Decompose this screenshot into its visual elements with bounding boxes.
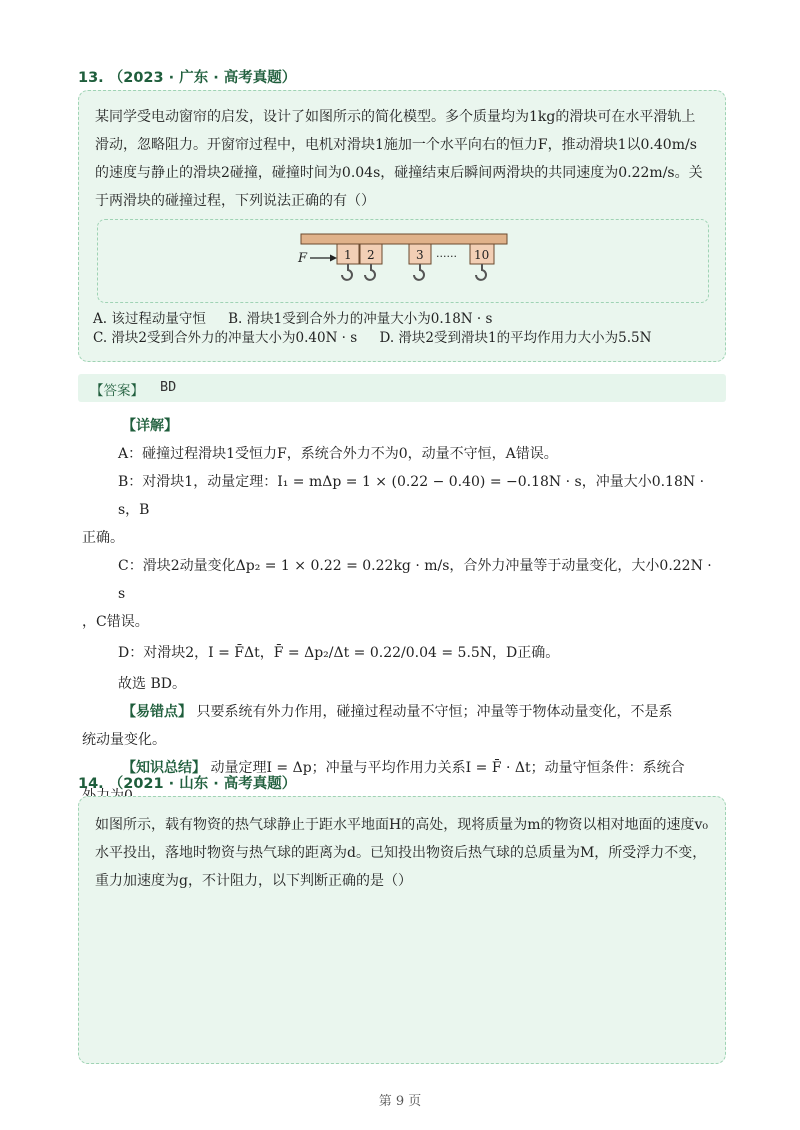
question-14-stem: 如图所示，载有物资的热气球静止于距水平地面H的高处，现将质量为m的物资以相对地面的速度v₀水平投出，落地时物资与热气球的距离为d。已知投出物资后热气球的总质量为M，所受浮力不变，重力加速度为g，不计阻力，以下判断正确的是（） <box>95 817 709 889</box>
block-label-3: 3 <box>416 248 424 262</box>
detail-b-line1: B：对滑块1，动量定理：I₁ = mΔp = 1 × (0.22 − 0.40) = −0.18N · s，冲量大小0.18N · s，B <box>118 474 705 518</box>
question-13-figure-box <box>97 219 709 303</box>
error-point-text-1: 只要系统有外力作用，碰撞过程动量不守恒；冲量等于物体动量变化，不是系 <box>196 704 673 720</box>
option-d: D. 滑块2受到滑块1的平均作用力大小为5.5N <box>379 330 652 346</box>
hook-icon <box>342 264 352 280</box>
option-a: A. 该过程动量守恒 <box>93 311 206 327</box>
detail-c-line2: ，C错误。 <box>82 614 149 630</box>
curtain-model-figure <box>98 220 710 304</box>
detail-c-line1: C：滑块2动量变化Δp₂ = 1 × 0.22 = 0.22kg · m/s，合外力冲量等于动量变化，大小0.22N · s <box>118 558 712 602</box>
slider-block-10 <box>470 244 494 280</box>
detail-a: A：碰撞过程滑块1受恒力F，系统合外力不为0，动量不守恒，A错误。 <box>118 446 558 462</box>
page-number: 第 9 页 <box>378 1094 422 1109</box>
detail-conclusion: 故选 BD。 <box>118 676 186 692</box>
answer-bar <box>78 374 726 402</box>
hook-icon <box>476 264 486 280</box>
ellipsis-dots: ······ <box>436 250 457 263</box>
block-label-1: 1 <box>344 248 352 262</box>
question-14-box <box>78 796 726 1064</box>
force-label: F <box>298 251 308 266</box>
slider-block-3 <box>409 244 431 280</box>
block-label-2: 2 <box>367 248 375 262</box>
option-c: C. 滑块2受到合外力的冲量大小为0.40N · s <box>93 330 358 346</box>
slide-rail <box>301 234 507 244</box>
slider-block-2 <box>360 244 382 280</box>
force-arrowhead <box>330 255 337 262</box>
detail-b-line2: 正确。 <box>82 530 124 546</box>
hook-icon <box>414 264 424 280</box>
answer-label: 【答案】 <box>90 383 144 399</box>
question-13-header: 13. （2023 · 广东 · 高考真题） <box>78 70 297 86</box>
detail-d: D：对滑块2，I = F̄Δt，F̄ = Δp₂/Δt = 0.22/0.04 = 5.5N，D正确。 <box>118 645 560 661</box>
error-point-text-2: 统动量变化。 <box>82 732 166 748</box>
detail-label: 【详解】 <box>122 418 178 434</box>
question-13-stem: 某同学受电动窗帘的启发，设计了如图所示的简化模型。多个质量均为1kg的滑块可在水平滑轨上滑动，忽略阻力。开窗帘过程中，电机对滑块1施加一个水平向右的恒力F，推动滑块1以0.40m/s的速度与静止的滑块2碰撞，碰撞时间为0.04s，碰撞结束后瞬间两滑块的共同速度为0.22m/s。关于两滑块的碰撞过程，下列说法正确的有（） <box>95 109 703 209</box>
question-13-box <box>78 90 726 362</box>
block-label-10: 10 <box>474 248 490 262</box>
summary-label: 【知识总结】 <box>122 760 206 776</box>
error-point-label: 【易错点】 <box>122 704 192 720</box>
summary-text-1: 动量定理I = Δp；冲量与平均作用力关系I = F̄ · Δt；动量守恒条件：系统合 <box>210 760 685 776</box>
question-14-header: 14. （2021 · 山东 · 高考真题） <box>78 776 297 792</box>
solution-block <box>82 412 722 810</box>
question-13-options <box>93 310 669 348</box>
hook-icon <box>365 264 375 280</box>
answer-value: BD <box>160 379 177 395</box>
slider-block-1 <box>337 244 359 280</box>
option-b: B. 滑块1受到合外力的冲量大小为0.18N · s <box>228 311 493 327</box>
